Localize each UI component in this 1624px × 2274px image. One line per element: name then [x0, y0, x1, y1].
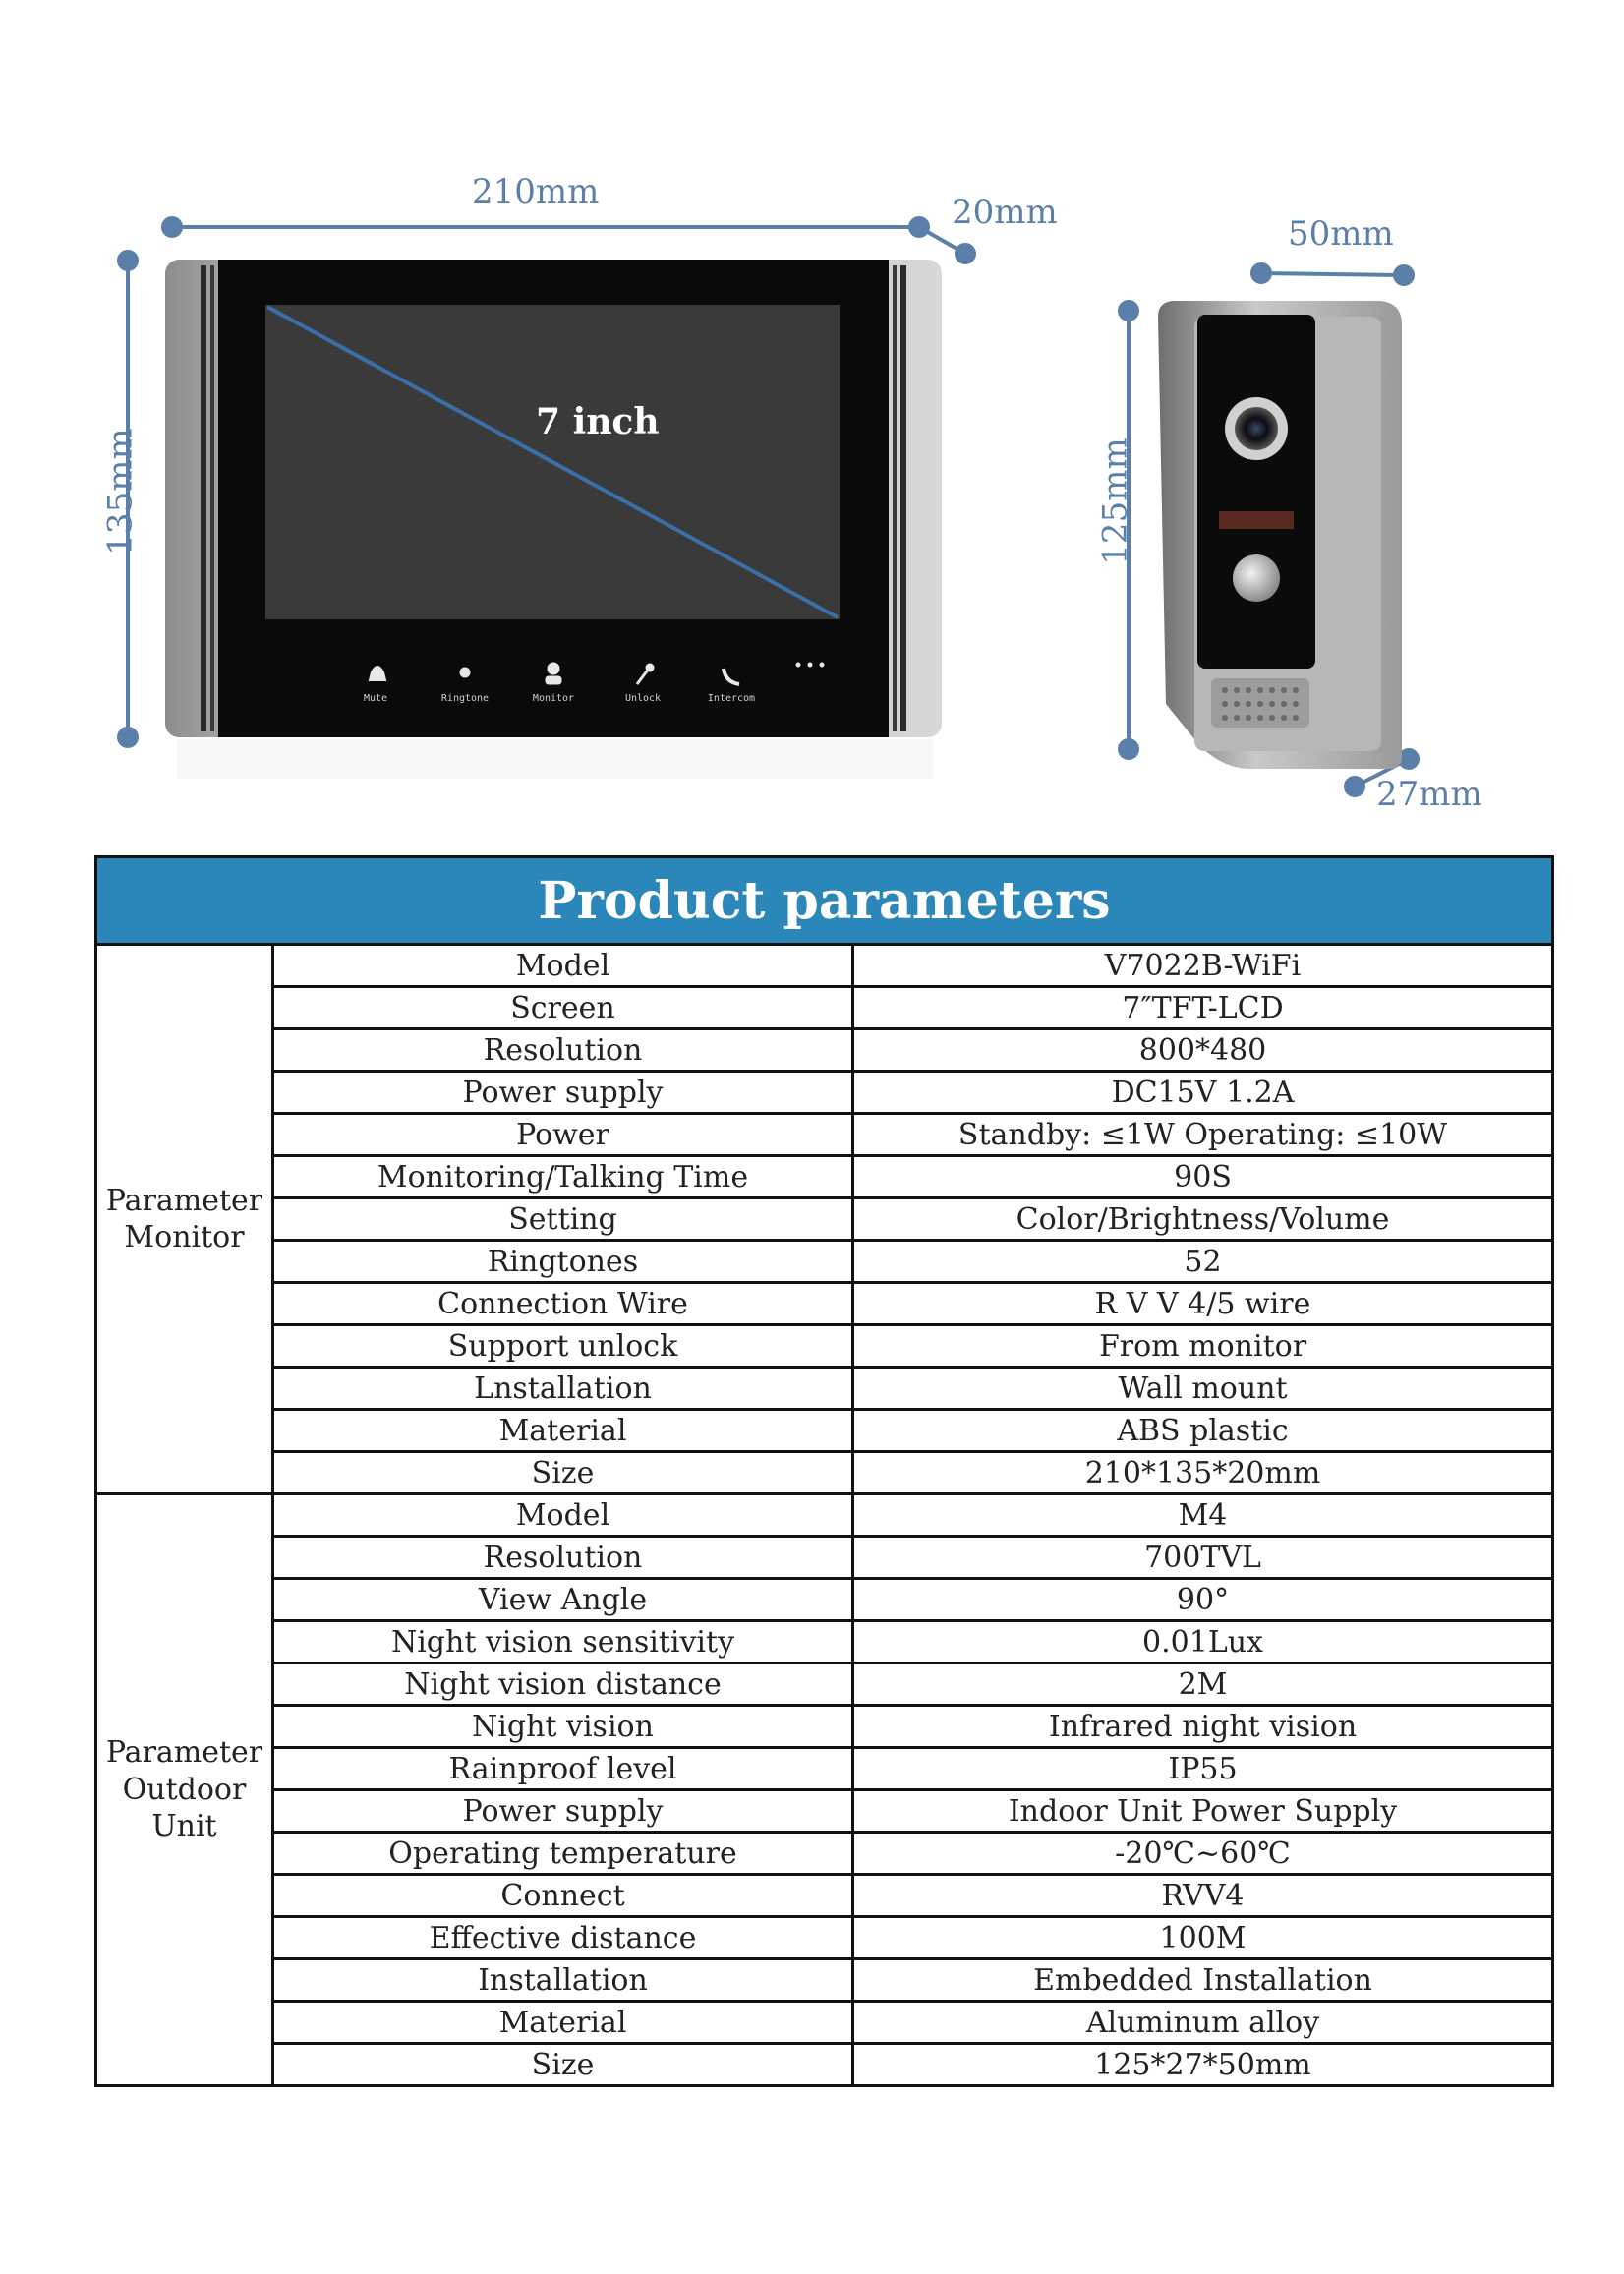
parameter-value: 90S	[853, 1156, 1553, 1198]
table-row	[96, 2044, 1553, 2086]
table-row	[96, 1156, 1553, 1198]
table-row	[96, 1241, 1553, 1283]
screen-size-label: 7 inch	[536, 401, 660, 442]
parameter-name: Resolution	[273, 1029, 853, 1072]
group-label	[96, 945, 273, 1494]
parameter-name: Size	[273, 1452, 853, 1494]
parameter-name: Effective distance	[273, 1917, 853, 1959]
parameter-value: IP55	[853, 1748, 1553, 1790]
parameter-name: Power supply	[273, 1790, 853, 1833]
parameter-name: View Angle	[273, 1579, 853, 1621]
parameter-value: Embedded Installation	[853, 1959, 1553, 2002]
table-row	[96, 1748, 1553, 1790]
parameter-value: Standby: ≤1W Operating: ≤10W	[853, 1114, 1553, 1156]
parameter-value: ABS plastic	[853, 1410, 1553, 1452]
group-label-line: Monitor	[124, 1220, 245, 1254]
parameter-value: M4	[853, 1494, 1553, 1537]
parameter-name: Model	[273, 945, 853, 987]
unlock-button-label: Unlock	[624, 693, 662, 704]
parameter-value: 7″TFT-LCD	[853, 987, 1553, 1029]
parameter-name: Model	[273, 1494, 853, 1537]
product-parameters-table	[94, 855, 1551, 2087]
table-row	[96, 1621, 1553, 1663]
monitor-button-label: Monitor	[532, 693, 575, 704]
intercom-button-label: Intercom	[707, 693, 756, 704]
table-row	[96, 2002, 1553, 2044]
table-row	[96, 1917, 1553, 1959]
parameter-name: Ringtones	[273, 1241, 853, 1283]
parameter-value: Indoor Unit Power Supply	[853, 1790, 1553, 1833]
parameter-name: Rainproof level	[273, 1748, 853, 1790]
parameter-name: Material	[273, 2002, 853, 2044]
table-row	[96, 1706, 1553, 1748]
table-row	[96, 1494, 1553, 1537]
parameter-value: 210*135*20mm	[853, 1452, 1553, 1494]
table-title: Product parameters	[96, 857, 1553, 945]
group-label-line: Unit	[151, 1809, 217, 1844]
ringtone-icon	[460, 668, 470, 677]
parameter-name: Power supply	[273, 1072, 853, 1114]
parameter-name: Material	[273, 1410, 853, 1452]
parameter-value: V7022B-WiFi	[853, 945, 1553, 987]
outdoor-depth-label: 27mm	[1376, 775, 1482, 814]
parameter-name: Power	[273, 1114, 853, 1156]
table-row	[96, 1452, 1553, 1494]
table-row	[96, 1283, 1553, 1325]
table-row	[96, 1833, 1553, 1875]
parameter-value: DC15V 1.2A	[853, 1072, 1553, 1114]
table-row	[96, 1875, 1553, 1917]
parameter-name: Monitoring/Talking Time	[273, 1156, 853, 1198]
parameter-name: Support unlock	[273, 1325, 853, 1368]
person-icon	[548, 663, 559, 674]
table-row	[96, 1410, 1553, 1452]
parameter-value: R V V 4/5 wire	[853, 1283, 1553, 1325]
indoor-monitor	[165, 260, 942, 779]
parameter-name: Screen	[273, 987, 853, 1029]
group-label-line: Parameter	[105, 1735, 263, 1771]
table-row	[96, 1959, 1553, 2002]
parameter-name: Operating temperature	[273, 1833, 853, 1875]
parameter-name: Connection Wire	[273, 1283, 853, 1325]
monitor-width-label: 210mm	[472, 172, 600, 211]
table-row	[96, 987, 1553, 1029]
parameter-value: Infrared night vision	[853, 1706, 1553, 1748]
monitor-height-label: 135mm	[100, 428, 141, 555]
monitor-depth-label: 20mm	[952, 193, 1058, 232]
parameter-value: -20℃~60℃	[853, 1833, 1553, 1875]
parameter-value: Aluminum alloy	[853, 2002, 1553, 2044]
outdoor-width-label: 50mm	[1288, 214, 1394, 254]
parameter-name: Installation	[273, 1959, 853, 2002]
parameter-value: 100M	[853, 1917, 1553, 1959]
table-body	[96, 945, 1553, 2086]
table-row	[96, 1325, 1553, 1368]
group-label-line: Parameter	[105, 1183, 263, 1218]
table-row	[96, 1114, 1553, 1156]
parameter-value: From monitor	[853, 1325, 1553, 1368]
table-row	[96, 1790, 1553, 1833]
group-label-line: Outdoor	[122, 1772, 247, 1807]
parameter-value: 125*27*50mm	[853, 2044, 1553, 2086]
mute-button-label: Mute	[363, 693, 388, 704]
table-row	[96, 1579, 1553, 1621]
parameter-name: Connect	[273, 1875, 853, 1917]
ringtone-button-label: Ringtone	[440, 693, 490, 704]
outdoor-height-label: 125mm	[1095, 437, 1135, 565]
parameter-name: Lnstallation	[273, 1368, 853, 1410]
product-drawing	[0, 0, 1624, 845]
parameter-value: 90°	[853, 1579, 1553, 1621]
parameter-value: 0.01Lux	[853, 1621, 1553, 1663]
parameter-value: RVV4	[853, 1875, 1553, 1917]
parameter-value: Color/Brightness/Volume	[853, 1198, 1553, 1241]
parameter-name: Setting	[273, 1198, 853, 1241]
table-row	[96, 1072, 1553, 1114]
product-illustration	[0, 0, 1624, 845]
table-row	[96, 1368, 1553, 1410]
parameter-value: Wall mount	[853, 1368, 1553, 1410]
parameter-value: 700TVL	[853, 1537, 1553, 1579]
table-row	[96, 1029, 1553, 1072]
parameter-name: Night vision	[273, 1706, 853, 1748]
table-row	[96, 1198, 1553, 1241]
parameter-value: 52	[853, 1241, 1553, 1283]
parameter-value: 800*480	[853, 1029, 1553, 1072]
parameter-value: 2M	[853, 1663, 1553, 1706]
group-label	[96, 1494, 273, 2086]
table-row	[96, 1537, 1553, 1579]
parameter-name: Size	[273, 2044, 853, 2086]
table-row	[96, 1663, 1553, 1706]
table-row	[96, 945, 1553, 987]
parameter-name: Night vision distance	[273, 1663, 853, 1706]
outdoor-unit	[1158, 301, 1402, 769]
parameter-name: Resolution	[273, 1537, 853, 1579]
parameter-name: Night vision sensitivity	[273, 1621, 853, 1663]
